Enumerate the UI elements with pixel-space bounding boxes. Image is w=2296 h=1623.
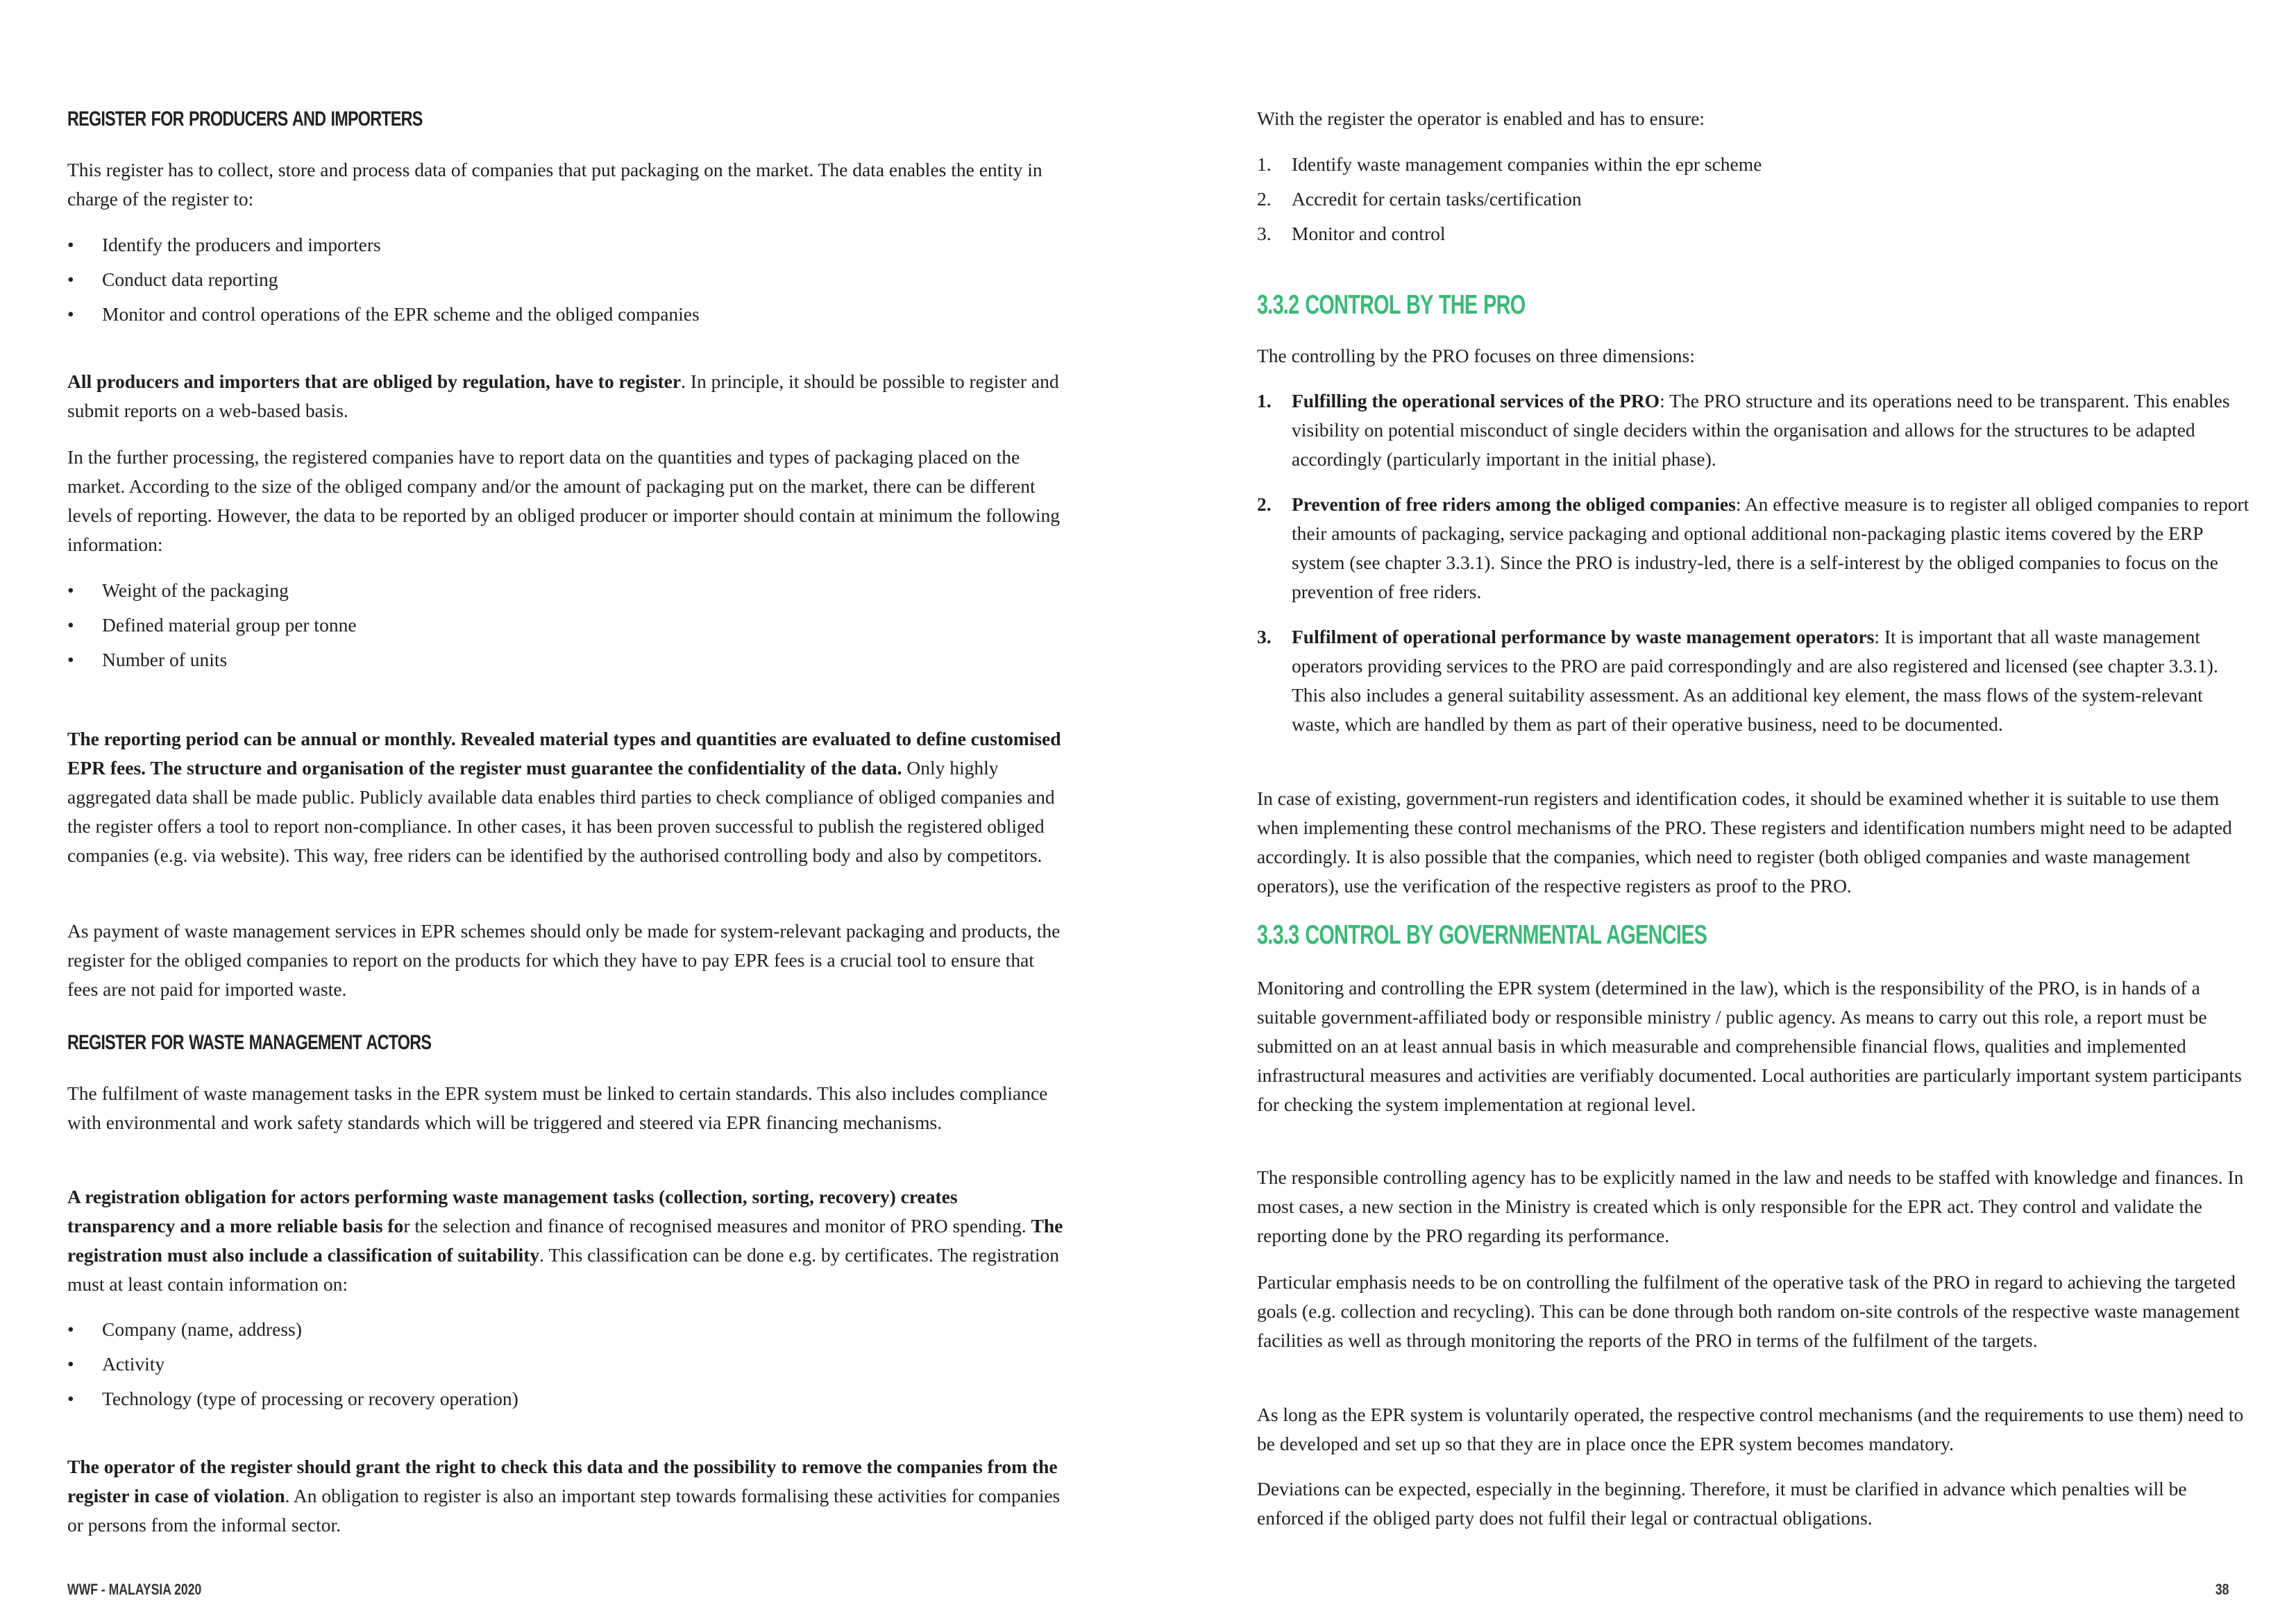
reporting-requirements: In the further processing, the registered companies have to report data on the quantities and types of packaging placed on the market. According to the size of the obliged company and/or the amount of packaging put on the market, there can be different levels of reporting. However, the data to be reported by an obliged producer or importer should contain at minimum the following information:	[67, 446, 1061, 555]
producers-register-obligation: All producers and importers that are obliged by regulation, have to register. In principle, it should be possible to register and submit reports on a web-based basis.	[67, 371, 1059, 421]
government-monitoring-paragraph: Monitoring and controlling the EPR system (determined in the law), which is the responsibility of the PRO, is in hands of a suitable government-affiliated body or responsible ministry / public agency. As means to carry out this role, a report must be submitted on an at least annual basis in which measurable and comprehensible financial flows, qualities and implemented infrastructural measures and activities are verifiably documented. Local authorities are particularly important system participants for checking the system implementation at regional level.	[1257, 977, 2242, 1115]
deviations-paragraph: Deviations can be expected, especially in the beginning. Therefore, it must be clarified in advance which penalties will be enforced if the obliged party does not fulfil their legal or contractual obligations.	[1257, 1478, 2187, 1529]
operator-intro: With the register the operator is enabled and has to ensure:	[1257, 108, 1705, 129]
footer-publisher: WWF - MALAYSIA 2020	[67, 1581, 202, 1598]
heading-register-producers: REGISTER FOR PRODUCERS AND IMPORTERS	[67, 108, 423, 130]
voluntary-operation-paragraph: As long as the EPR system is voluntarily operated, the respective control mechanisms (and the requirements to use them) need to be developed and set up so that they are in place once the EPR system becomes mandatory.	[1257, 1404, 2244, 1454]
page-number: 38	[2215, 1581, 2229, 1598]
payment-paragraph: As payment of waste management services in EPR schemes should only be made for system-relevant packaging and products, the register for the obliged companies to report on the products for which they have to pay EPR fees is a crucial tool to ensure that fees are not paid for imported waste.	[67, 920, 1061, 1000]
registration-obligation-paragraph: A registration obligation for actors performing waste management tasks (collection, sorting, recovery) creates transparency and a more reliable basis for the selection and finance of recognised measures and monitor of PRO spending. The registration must also include a classification of suitability. This classification can be done e.g. by certificates. The registration must at least contain information on:	[67, 1186, 1063, 1295]
controlling-agency-paragraph: The responsible controlling agency has to be explicitly named in the law and needs to be staffed with knowledge and finances. In most cases, a new section in the Ministry is created which is only responsible for the EPR act. They control and validate the reporting done by the PRO regarding its performance.	[1257, 1166, 2244, 1246]
waste-tasks-paragraph: The fulfilment of waste management tasks in the EPR system must be linked to certain standards. This also includes compliance with environmental and work safety standards which will be triggered and steered via EPR financing mechanisms.	[67, 1082, 1048, 1133]
heading-control-by-pro: 3.3.2 CONTROL BY THE PRO	[1257, 290, 1526, 320]
reporting-period-paragraph: The reporting period can be annual or monthly. Revealed material types and quantities are evaluated to define customised EPR fees. The structure and organisation of the register must guarantee the confidentiality of the data. Only highly aggregated data shall be made public. Publicly available data enables third parties to check compliance of obliged companies and the register offers a tool to report non-compliance. In other cases, it has been proven successful to publish the registered obliged companies (e.g. via website). This way, free riders can be identified by the authorised controlling body and also by competitors.	[67, 728, 1061, 866]
heading-register-waste-actors: REGISTER FOR WASTE MANAGEMENT ACTORS	[67, 1031, 432, 1054]
producers-intro: This register has to collect, store and process data of companies that put packaging on the market. The data enables the entity in charge of the register to:	[67, 159, 1043, 210]
emphasis-paragraph: Particular emphasis needs to be on controlling the fulfilment of the operative task of the PRO in regard to achieving the targeted goals (e.g. collection and recycling). This can be done through both random on-site controls of the respective waste management facilities as well as through monitoring the reports of the PRO in terms of the fulfilment of the targets.	[1257, 1271, 2240, 1351]
heading-control-by-government: 3.3.3 CONTROL BY GOVERNMENTAL AGENCIES	[1257, 920, 1707, 950]
pro-control-intro: The controlling by the PRO focuses on three dimensions:	[1257, 345, 1695, 366]
government-registers-paragraph: In case of existing, government-run registers and identification codes, it should be examined whether it is suitable to use them when implementing these control mechanisms of the PRO. These registers and identification numbers might need to be adapted accordingly. It is also possible that the companies, which need to register (both obliged companies and waste management operators), use the verification of the respective registers as proof to the PRO.	[1257, 788, 2232, 897]
operator-rights-paragraph: The operator of the register should grant the right to check this data and the possibility to remove the companies from the register in case of violation. An obligation to register is also an important step towards formalising these activities for companies or persons from the informal sector.	[67, 1456, 1061, 1536]
